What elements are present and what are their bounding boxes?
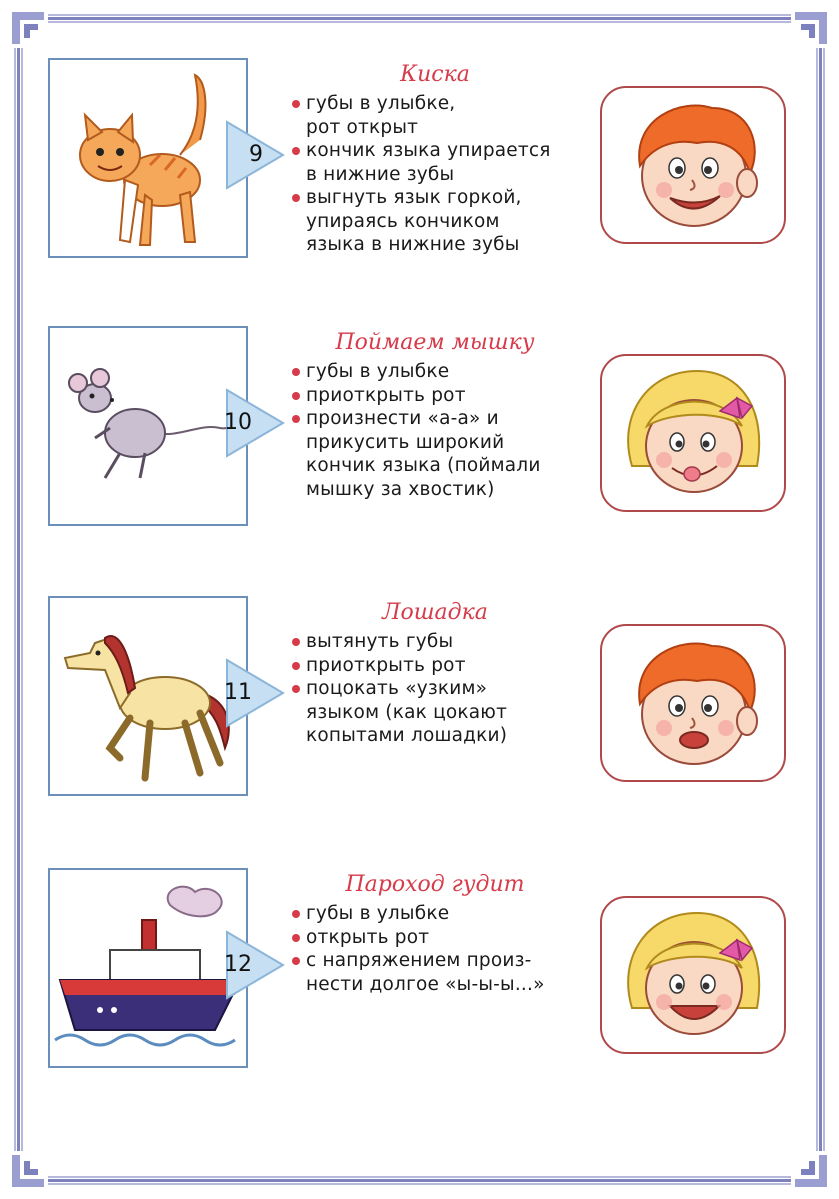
corner-ornament xyxy=(8,1151,48,1191)
step: губы в улыбке, xyxy=(292,92,592,116)
steps-list xyxy=(292,902,592,996)
exercise-number: 10 xyxy=(224,410,252,435)
step-continuation: мышку за хвостик) xyxy=(306,478,495,500)
exercise-section xyxy=(0,58,839,268)
steps-list xyxy=(292,360,592,501)
steps-list xyxy=(292,92,592,257)
step: вытянуть губы xyxy=(292,630,592,654)
frame-bottom xyxy=(48,1176,791,1185)
step: приоткрыть рот xyxy=(292,654,592,678)
exercise-section xyxy=(0,326,839,536)
step: губы в улыбке xyxy=(292,902,592,926)
step-continuation: прикусить широкий xyxy=(306,431,505,453)
exercise-title: Киска xyxy=(400,62,470,87)
boy-face-illustration xyxy=(600,86,786,244)
cat-drawing xyxy=(50,60,250,260)
frame-top xyxy=(48,14,791,23)
step: с напряжением произ- xyxy=(292,949,592,973)
steps-list xyxy=(292,630,592,748)
girl-face-illustration xyxy=(600,354,786,512)
exercise-number: 9 xyxy=(249,142,263,167)
corner-ornament xyxy=(8,8,48,48)
step-continuation: рот открыт xyxy=(306,116,419,138)
step-continuation: копытами лошадки) xyxy=(306,725,508,746)
corner-ornament xyxy=(791,8,831,48)
boy-face-illustration xyxy=(600,624,786,782)
step: произнести «а-а» и xyxy=(292,407,592,431)
step-continuation: нести долгое «ы-ы-ы...» xyxy=(306,973,545,995)
exercise-number: 11 xyxy=(224,680,252,705)
exercise-number: 12 xyxy=(224,952,252,977)
step: кончик языка упирается xyxy=(292,139,592,163)
cat-illustration xyxy=(48,58,248,258)
red-haired-boy-face xyxy=(602,626,788,784)
step-continuation: языка в нижние зубы xyxy=(306,234,520,255)
step: поцокать «узким» xyxy=(292,677,592,701)
exercise-title: Поймаем мышку xyxy=(335,330,535,355)
step-continuation: языком (как цокают xyxy=(306,701,508,723)
step: выгнуть язык горкой, xyxy=(292,186,592,210)
red-haired-boy-face xyxy=(602,88,788,246)
girl-face-illustration xyxy=(600,896,786,1054)
blonde-girl-face xyxy=(602,898,788,1056)
step-continuation: упираясь кончиком xyxy=(306,210,500,232)
exercise-section xyxy=(0,596,839,806)
step: губы в улыбке xyxy=(292,360,592,384)
corner-ornament xyxy=(791,1151,831,1191)
exercise-title: Пароход гудит xyxy=(345,872,525,897)
step: открыть рот xyxy=(292,926,592,950)
exercise-title: Лошадка xyxy=(382,600,488,625)
blonde-girl-face xyxy=(602,356,788,514)
exercise-section xyxy=(0,868,839,1078)
step-continuation: кончик языка (поймали xyxy=(306,455,541,476)
step: приоткрыть рот xyxy=(292,384,592,408)
step-continuation: в нижние зубы xyxy=(306,163,455,185)
